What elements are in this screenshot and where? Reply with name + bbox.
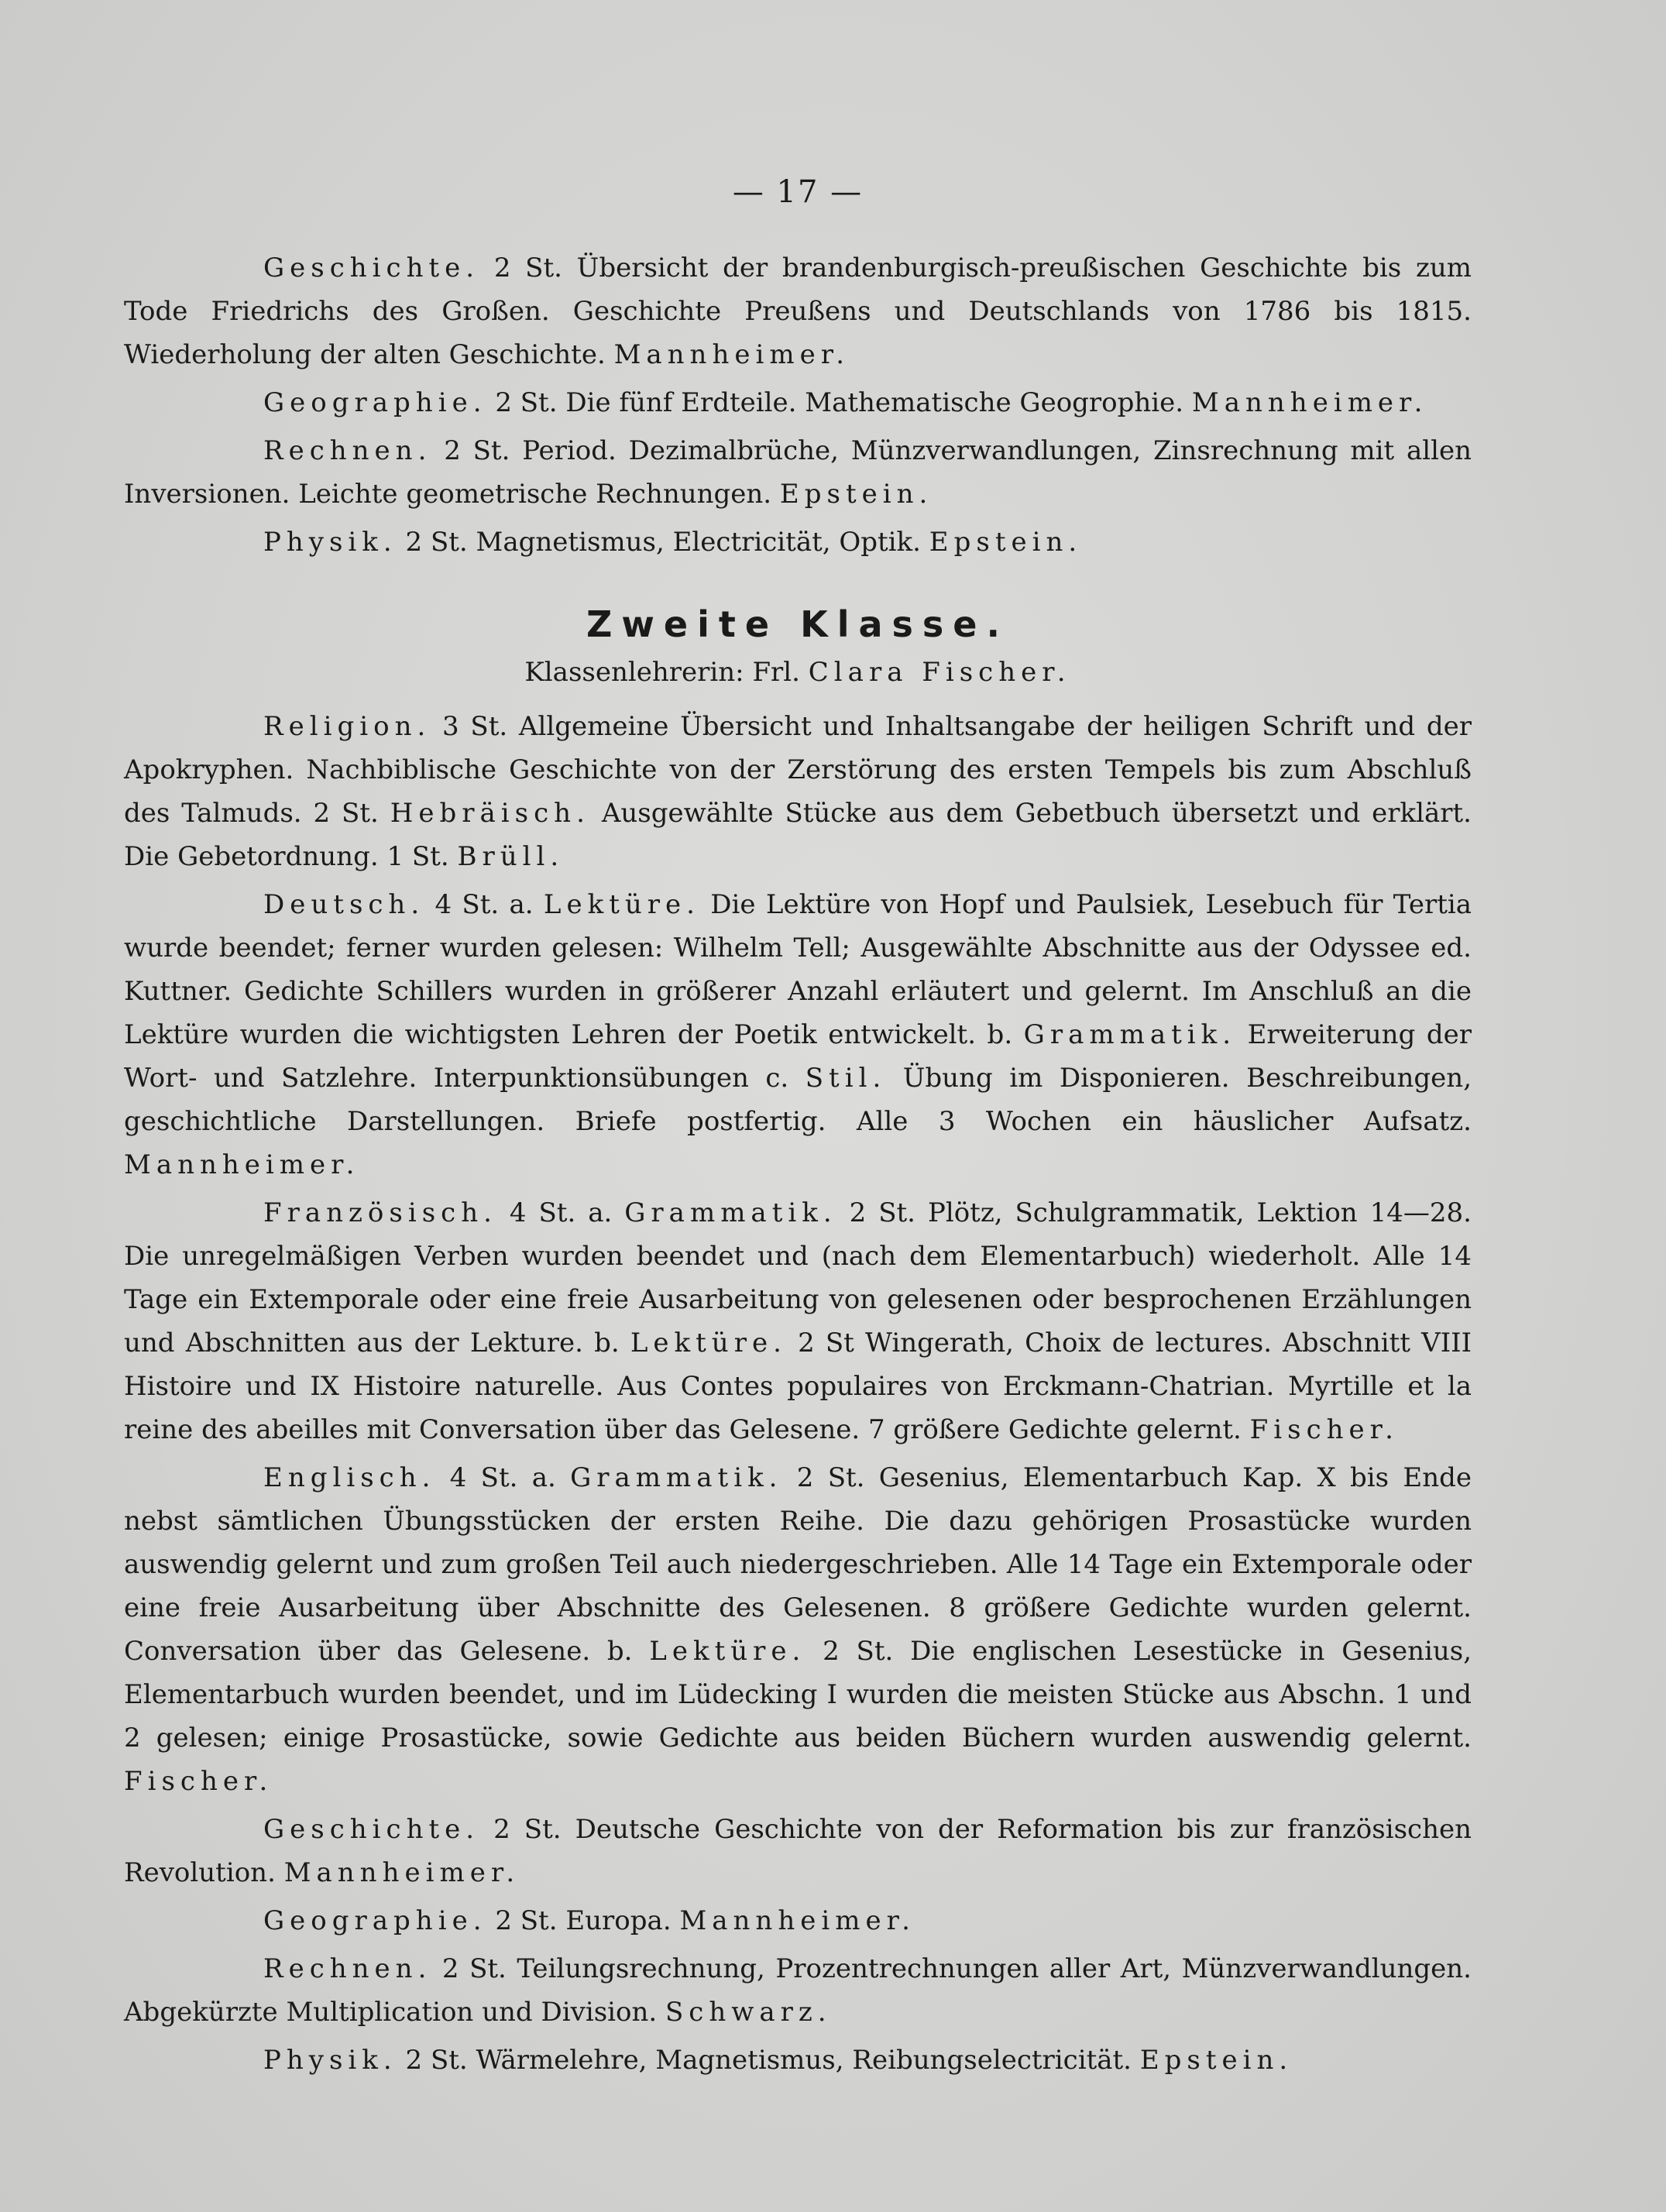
subject-heading: Religion. (263, 711, 431, 742)
paragraph-text: Ausgewählte Stücke aus dem Gebetbuch übersetzt und erklärt. Die Gebetordnung. 1 St. (124, 798, 1472, 872)
subject-heading: Rechnen. (263, 1953, 432, 1984)
paragraph-physik-upper (124, 520, 1472, 564)
paragraph-text: Die Lektüre von Hopf und Paulsiek, Lesebuch für Tertia wurde beendet; ferner wurden gelesen: Wilhelm Tell; Ausgewählte Abschnitte aus der Odyssee ed. Kuttner. Gedichte Schillers wurden in größerer Anzahl erläutert und gelernt. Im Anschluß an die Lektüre wurden die wichtigsten Lehren der Poetik entwickelt. b. (124, 889, 1472, 1050)
teacher-name: Brüll. (457, 841, 565, 872)
paragraph-text: 4 St. a. (449, 1462, 556, 1493)
paragraph-text: 2 St. Die englischen Lesestücke in Gesenius, Elementarbuch wurden beendet, und im Lüdecking I wurden die meisten Stücke aus Abschn. 1 und 2 gelesen; einige Prosastücke, sowie Gedichte aus beiden Büchern wurden auswendig gelernt. (124, 1636, 1472, 1753)
page-text (124, 170, 1472, 2087)
paragraph-text: 2 St. Teilungsrechnung, Prozentrechnungen aller Art, Münzverwandlungen. Abgekürzte Multiplication und Division. (124, 1953, 1472, 2028)
paragraph-rechnen (124, 1947, 1472, 2034)
paragraph-text: 2 St. Übersicht der brandenburgisch-preußischen Geschichte bis zum Tode Friedrichs des Großen. Geschichte Preußens und Deutschlands von 1786 bis 1815. Wiederholung der alten Geschichte. (124, 252, 1472, 370)
paragraph-rechnen-upper (124, 429, 1472, 516)
section-title: Zweite Klasse. (586, 603, 1009, 645)
teacher-name: Fischer. (1249, 1414, 1399, 1445)
paragraph-text: 2 St. Die fünf Erdteile. Mathematische Geogrophie. (495, 387, 1184, 418)
paragraph-religion (124, 705, 1472, 878)
class-teacher-line (124, 651, 1472, 694)
paragraph-deutsch (124, 883, 1472, 1187)
sub-heading: Lektüre. (649, 1636, 806, 1667)
paragraph-text: 2 St. Plötz, Schulgrammatik, Lektion 14—28. Die unregelmäßigen Verben wurden beendet und (nach dem Elementarbuch) wiederholt. Alle 14 Tage ein Extemporale oder eine freie Ausarbeitung von gelesenen oder besprochenen Erzählungen und Abschnitten aus der Lekture. b. (124, 1197, 1472, 1358)
paragraph-physik (124, 2039, 1472, 2082)
paragraph-text: 2 St. Europa. (495, 1905, 672, 1936)
paragraph-text: 3 St. Allgemeine Übersicht und Inhaltsangabe der heiligen Schrift und der Apokryphen. Nachbiblische Geschichte von der Zerstörung des ersten Tempels bis zum Abschluß des Talmuds. 2 St. (124, 711, 1472, 829)
paragraph-text: 2 St. Period. Dezimalbrüche, Münzverwandlungen, Zinsrechnung mit allen Inversionen. Leichte geometrische Rechnungen. (124, 435, 1472, 510)
paragraph-text: Erweiterung der Wort- und Satzlehre. Interpunktionsübungen c. (124, 1019, 1472, 1094)
sub-heading: Lektüre. (543, 889, 700, 920)
class-teacher-title: Frl. (752, 657, 800, 688)
teacher-name: Mannheimer. (124, 1149, 360, 1180)
paragraph-geschichte-upper (124, 246, 1472, 376)
subject-heading: Physik. (263, 527, 397, 558)
teacher-name: Mannheimer. (613, 339, 850, 370)
paragraph-geographie (124, 1899, 1472, 1942)
sub-heading: Stil. (805, 1063, 887, 1094)
sub-heading: Hebräisch. (390, 798, 590, 829)
paragraph-text: 2 St. Wärmelehre, Magnetismus, Reibungselectricität. (405, 2045, 1132, 2076)
teacher-name: Mannheimer. (679, 1905, 915, 1936)
paragraph-text: Übung im Disponieren. Beschreibungen, geschichtliche Darstellungen. Briefe postfertig. Alle 3 Wochen ein häuslicher Aufsatz. (124, 1063, 1472, 1137)
page-number: — 17 — (732, 174, 864, 210)
subject-heading: Deutsch. (263, 889, 425, 920)
subject-heading: Geographie. (263, 1905, 487, 1936)
teacher-name: Mannheimer. (1191, 387, 1428, 418)
teacher-name: Epstein. (779, 479, 933, 510)
subject-heading: Geographie. (263, 387, 487, 418)
teacher-name: Mannheimer. (283, 1857, 520, 1888)
sub-heading: Grammatik. (570, 1462, 783, 1493)
teacher-name: Epstein. (929, 527, 1083, 558)
teacher-name: Fischer. (124, 1766, 273, 1797)
sub-heading: Lektüre. (630, 1328, 787, 1358)
paragraph-geographie-upper (124, 381, 1472, 424)
teacher-name: Epstein. (1139, 2045, 1293, 2076)
subject-heading: Geschichte. (263, 252, 480, 283)
class-teacher-name: Clara Fischer. (808, 657, 1071, 688)
paragraph-text: 4 St. a. (435, 889, 534, 920)
teacher-name: Schwarz. (665, 1997, 832, 2028)
paragraph-text: 2 St. Deutsche Geschichte von der Reformation bis zur französischen Revolution. (124, 1814, 1472, 1888)
subject-heading: Rechnen. (263, 435, 432, 466)
paragraph-text: 2 St. Gesenius, Elementarbuch Kap. X bis Ende nebst sämtlichen Übungsstücken der ersten Reihe. Die dazu gehörigen Prosastücke wurden auswendig gelernt und zum großen Teil auch niedergeschrieben. Alle 14 Tage ein Extemporale oder eine freie Ausarbeitung über Abschnitte des Gelesenen. 8 größere Gedichte wurden gelernt. Conversation über das Gelesene. b. (124, 1462, 1472, 1667)
sub-heading: Grammatik. (1023, 1019, 1237, 1050)
paragraph-franzoesisch (124, 1191, 1472, 1451)
paragraph-text: 4 St. a. (509, 1197, 613, 1228)
paragraph-text: 2 St. Magnetismus, Electricität, Optik. (405, 527, 921, 558)
subject-heading: Französisch. (263, 1197, 497, 1228)
class-teacher-label: Klassenlehrerin: (524, 657, 744, 688)
subject-heading: Physik. (263, 2045, 397, 2076)
sub-heading: Grammatik. (624, 1197, 837, 1228)
paragraph-geschichte (124, 1808, 1472, 1894)
subject-heading: Geschichte. (263, 1814, 480, 1845)
paragraph-englisch (124, 1456, 1472, 1803)
paragraph-text: 2 St Wingerath, Choix de lectures. Abschnitt VIII Histoire und IX Histoire naturelle. Aus Contes populaires von Erckmann-Chatrian. Myrtille et la reine des abeilles mit Conversation über das Gelesene. 7 größere Gedichte gelernt. (124, 1328, 1472, 1445)
subject-heading: Englisch. (263, 1462, 436, 1493)
